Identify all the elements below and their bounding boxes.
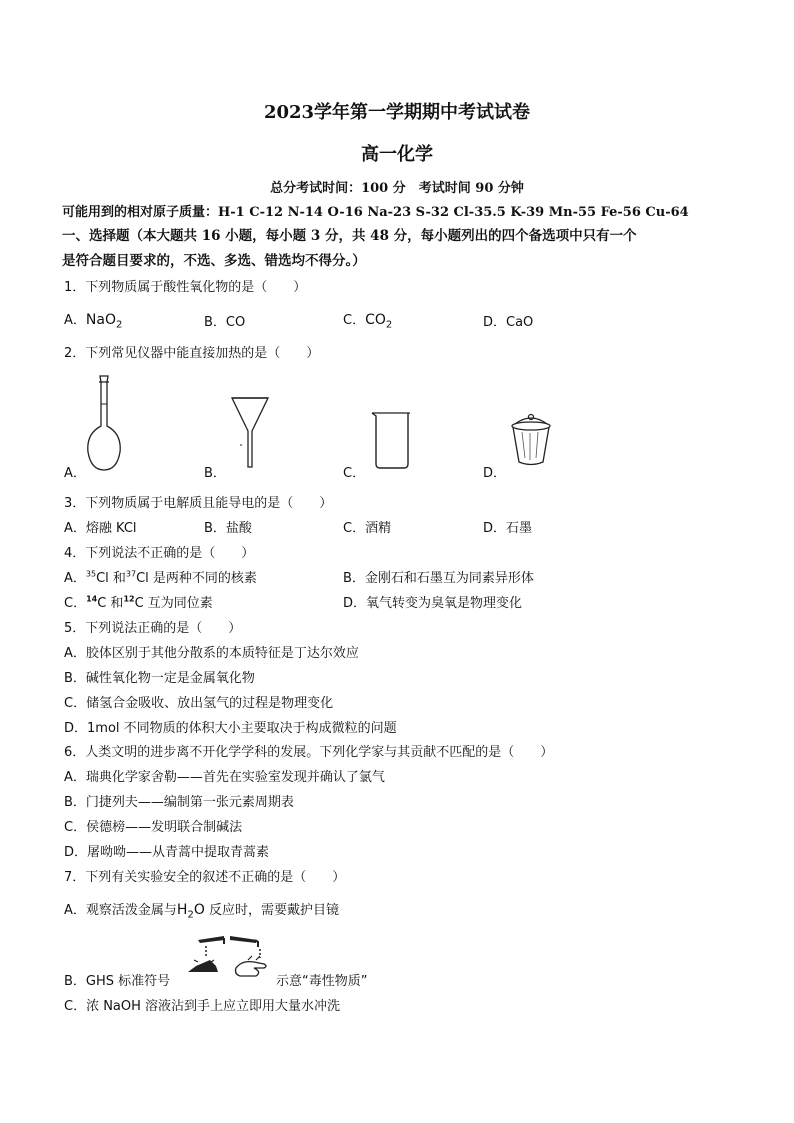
funnel-icon [228,395,272,469]
question-3-option-a: A．熔融 KCl [64,521,137,536]
atomic-masses: 可能用到的相对原子质量：H-1 C-12 N-14 O-16 Na-23 S-32 Cl-35.5 K-39 Mn-55 Fe-56 Cu-64 [62,205,689,220]
isotope-cl37: Cl 是两种不同的核素 [136,571,257,586]
option-c-label: C． [343,313,366,328]
section1-line2: 是符合题目要求的，不选、多选、错选均不得分。） [62,253,366,269]
question-1-option-a [64,309,122,331]
option-a-formula: NaO [85,312,116,328]
question-5-stem: 5．下列说法正确的是（ ） [64,621,242,636]
isotope-mass-12: 12 [123,594,135,604]
question-2-option-c: C． [343,466,366,481]
question-6-stem: 6．人类文明的进步离不开化学学科的发展。下列化学家与其贡献不匹配的是（ ） [64,745,554,760]
option-a-subscript: 2 [115,319,123,331]
exam-subtitle: 高一化学 [361,144,433,165]
option-a-text: A．观察活泼金属与 [64,903,177,918]
question-7-option-b-text: 示意“毒性物质” [276,974,368,989]
isotope-mass-37: 37 [125,569,137,579]
question-2-option-b: B． [204,466,226,481]
exam-time-info: 总分考试时间：100 分 考试时间 90 分钟 [270,181,524,196]
isotope-cl35: Cl 和 [96,571,126,586]
question-3-option-b: B．盐酸 [204,521,252,536]
question-2-option-a: A． [64,466,86,481]
question-6-option-a: A．瑞典化学家舍勒——首先在实验室发现并确认了氯气 [64,770,385,785]
water-formula-subscript: 2 [187,909,194,921]
option-a-label: A． [64,571,86,586]
beaker-icon [369,410,413,470]
question-7-stem: 7．下列有关实验安全的叙述不正确的是（ ） [64,870,346,885]
ghs-corrosive-icon [184,932,274,982]
water-formula-o: O [193,902,205,918]
question-4-option-d: D．氧气转变为臭氧是物理变化 [343,596,523,611]
question-7-option-b-label: B．GHS 标准符号 [64,974,171,989]
volumetric-flask-icon [84,374,124,474]
question-7-option-a [64,899,339,921]
question-5-option-b: B．碱性氧化物一定是金属氧化物 [64,671,255,686]
question-4-stem: 4．下列说法不正确的是（ ） [64,546,255,561]
option-c-subscript: 2 [385,319,393,331]
crucible-icon [508,412,554,468]
question-2-stem: 2．下列常见仪器中能直接加热的是（ ） [64,346,320,361]
question-1-option-c [343,309,392,331]
question-6-option-c: C．侯德榜——发明联合制碱法 [64,820,243,835]
question-5-option-c: C．储氢合金吸收、放出氢气的过程是物理变化 [64,696,334,711]
option-c-label: C． [64,596,87,611]
option-a-text-end: 反应时，需要戴护目镜 [204,903,339,918]
question-5-option-a: A．胶体区别于其他分散系的本质特征是丁达尔效应 [64,646,359,661]
question-6-option-b: B．门捷列夫——编制第一张元素周期表 [64,795,294,810]
question-6-option-d: D．屠呦呦——从青蒿中提取青蒿素 [64,845,270,860]
question-1-option-d: D．CaO [483,315,534,330]
isotope-c14: C 和 [97,596,124,611]
question-1-stem: 1．下列物质属于酸性氧化物的是（ ） [64,280,307,295]
question-3-option-d: D．石墨 [483,521,533,536]
isotope-mass-14: 14 [86,594,98,604]
question-5-option-d: D．1mol 不同物质的体积大小主要取决于构成微粒的问题 [64,721,397,736]
isotope-mass-35: 35 [85,569,97,579]
question-4-option-c [64,592,213,611]
section1-line1: 一、选择题（本大题共 16 小题，每小题 3 分，共 48 分，每小题列出的四个备选项中只有一个 [62,228,637,244]
isotope-c12: C 互为同位素 [134,596,213,611]
question-4-option-b: B．金刚石和石墨互为同素异形体 [343,571,534,586]
option-c-formula: CO [365,312,386,328]
question-3-option-c: C．酒精 [343,521,392,536]
question-7-option-c: C．浓 NaOH 溶液沾到手上应立即用大量水冲洗 [64,999,341,1014]
exam-title: 2023学年第一学期期中考试试卷 [263,102,531,123]
question-4-option-a [64,567,257,586]
water-formula-h: H [176,902,188,918]
question-2-option-d: D． [483,466,507,481]
question-1-option-b: B．CO [204,315,246,330]
question-3-stem: 3．下列物质属于电解质且能导电的是（ ） [64,496,333,511]
option-a-label: A． [64,313,86,328]
